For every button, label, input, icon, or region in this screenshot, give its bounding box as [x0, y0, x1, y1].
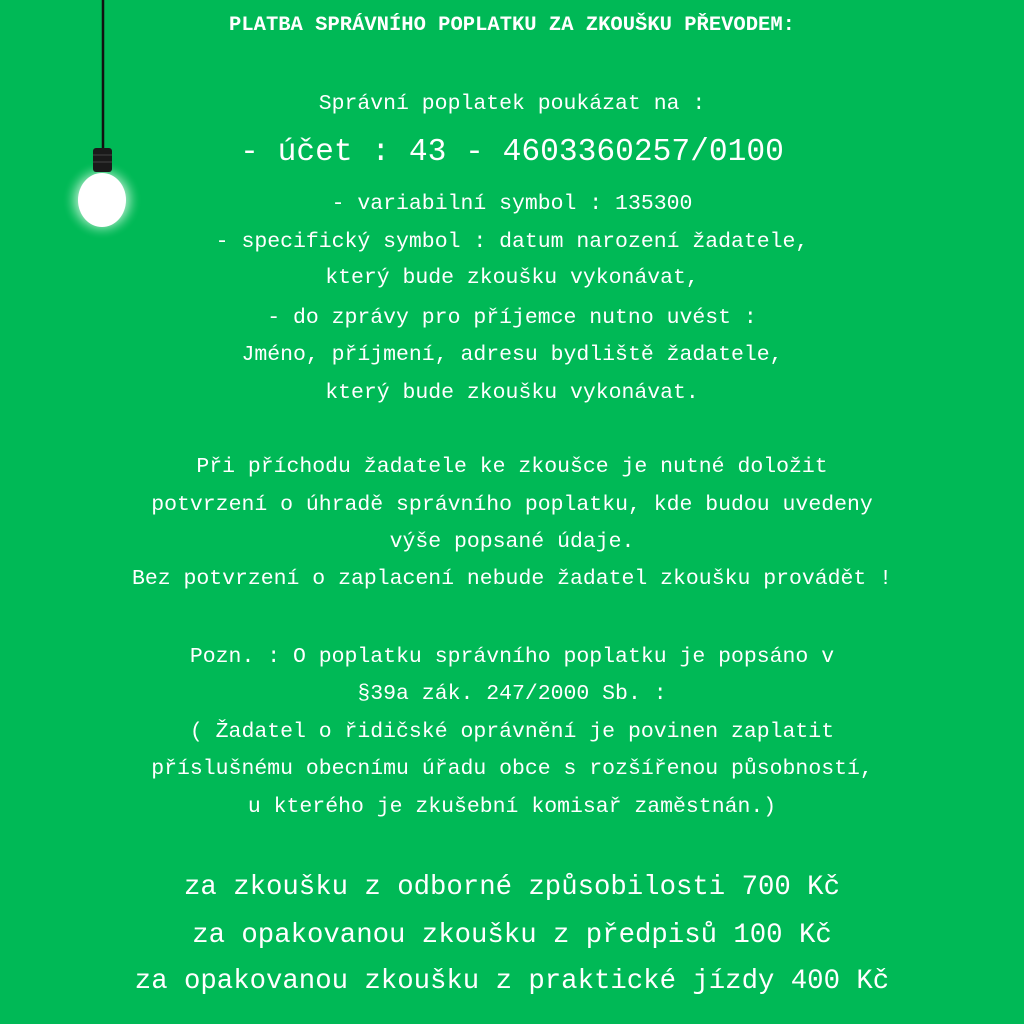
fee-line: za zkoušku z odborné způsobilosti 700 Kč	[184, 872, 840, 903]
specific-symbol-line-1: - specifický symbol : datum narození žadatele,	[215, 230, 809, 254]
note-line-4: příslušnému obecnímu úřadu obce s rozšířenou působností,	[151, 757, 873, 781]
note-line-5: u kterého je zkušební komisař zaměstnán.)	[247, 795, 777, 819]
note-line-1: Pozn. : O poplatku správního poplatku je popsáno v	[189, 645, 835, 669]
variable-symbol: - variabilní symbol : 135300	[331, 192, 693, 216]
light-bulb-icon	[60, 0, 144, 260]
proof-line-4: Bez potvrzení o zaplacení nebude žadatel zkoušku provádět !	[131, 567, 893, 591]
proof-line-1: Při příchodu žadatele ke zkoušce je nutné doložit	[196, 455, 828, 479]
specific-symbol-line-2: který bude zkoušku vykonávat,	[325, 266, 699, 290]
account-number: - účet : 43 - 4603360257/0100	[240, 135, 784, 170]
fee-line: za opakovanou zkoušku z předpisů 100 Kč	[192, 920, 832, 951]
payment-lead: Správní poplatek poukázat na :	[318, 92, 706, 116]
proof-line-3: výše popsané údaje.	[389, 530, 635, 554]
note-line-2: §39a zák. 247/2000 Sb. :	[357, 682, 667, 706]
fee-line: za opakovanou zkoušku z praktické jízdy 400 Kč	[134, 966, 890, 997]
message-line-3: který bude zkoušku vykonávat.	[325, 381, 699, 405]
note-line-3: ( Žadatel o řidičské oprávnění je povinen zaplatit	[189, 720, 835, 744]
message-line-2: Jméno, příjmení, adresu bydliště žadatele,	[241, 343, 783, 367]
message-line-1: - do zprávy pro příjemce nutno uvést :	[267, 306, 757, 330]
proof-line-2: potvrzení o úhradě správního poplatku, kde budou uvedeny	[151, 493, 873, 517]
page-title: PLATBA SPRÁVNÍHO POPLATKU ZA ZKOUŠKU PŘEVODEM:	[229, 14, 795, 37]
